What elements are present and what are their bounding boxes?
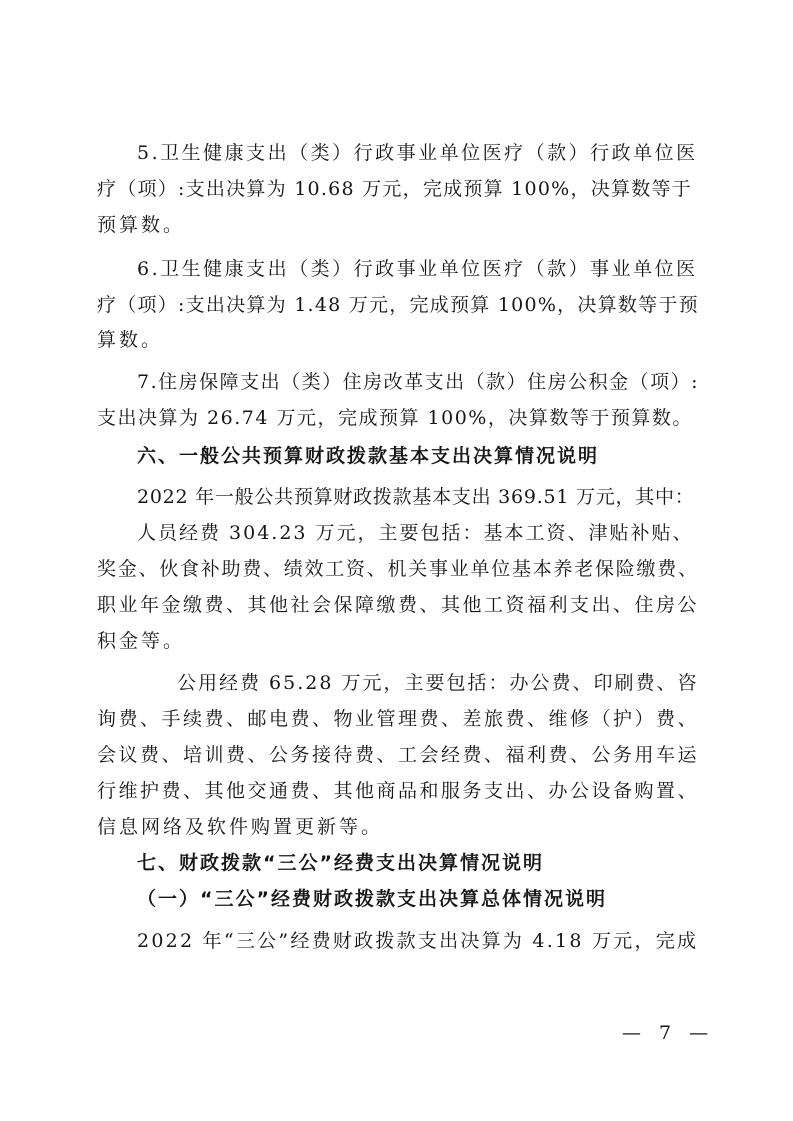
personnel-expenses-line-4: 积金等。 xyxy=(97,630,186,652)
personnel-expenses-line-3: 职业年金缴费、其他社会保障缴费、其他工资福利支出、住房公 xyxy=(97,594,700,616)
paragraph-7-line-2: 支出决算为 26.74 万元，完成预算 100%，决算数等于预算数。 xyxy=(97,407,693,429)
three-public-summary-line-1: 2022 年“三公”经费财政拨款支出决算为 4.18 万元，完成 xyxy=(137,930,699,952)
page-number: — 7 — xyxy=(622,1022,715,1044)
subsection-1-heading: （一）“三公”经费财政拨款支出决算总体情况说明 xyxy=(137,888,607,910)
personnel-expenses-line-1: 人员经费 304.23 万元，主要包括：基本工资、津贴补贴、 xyxy=(137,522,694,544)
paragraph-5-line-2: 疗（项）:支出决算为 10.68 万元，完成预算 100%，决算数等于 xyxy=(97,178,692,200)
public-expenses-line-2: 询费、手续费、邮电费、物业管理费、差旅费、维修（护）费、 xyxy=(97,708,700,730)
section-6-heading: 六、一般公共预算财政拨款基本支出决算情况说明 xyxy=(137,445,600,467)
section-7-heading: 七、财政拨款“三公”经费支出决算情况说明 xyxy=(137,852,544,874)
paragraph-6-line-2: 疗（项）:支出决算为 1.48 万元，完成预算 100%，决算数等于预 xyxy=(97,294,699,316)
paragraph-7-line-1: 7.住房保障支出（类）住房改革支出（款）住房公积金（项）: xyxy=(137,371,700,393)
paragraph-5-line-3: 预算数。 xyxy=(97,214,186,236)
personnel-expenses-line-2: 奖金、伙食补助费、绩效工资、机关事业单位基本养老保险缴费、 xyxy=(97,558,699,580)
paragraph-6-line-3: 算数。 xyxy=(97,329,164,351)
paragraph-6-line-1: 6.卫生健康支出（类）行政事业单位医疗（款）事业单位医 xyxy=(137,258,698,280)
public-expenses-line-1: 公用经费 65.28 万元，主要包括：办公费、印刷费、咨 xyxy=(177,672,699,694)
public-expenses-line-4: 行维护费、其他交通费、其他商品和服务支出、办公设备购置、 xyxy=(97,780,700,802)
public-expenses-line-5: 信息网络及软件购置更新等。 xyxy=(97,816,384,838)
basic-expenditure-line-1: 2022 年一般公共预算财政拨款基本支出 369.51 万元，其中： xyxy=(137,486,695,508)
paragraph-5-line-1: 5.卫生健康支出（类）行政事业单位医疗（款）行政单位医 xyxy=(137,142,698,164)
public-expenses-line-3: 会议费、培训费、公务接待费、工会经费、福利费、公务用车运 xyxy=(97,744,700,766)
